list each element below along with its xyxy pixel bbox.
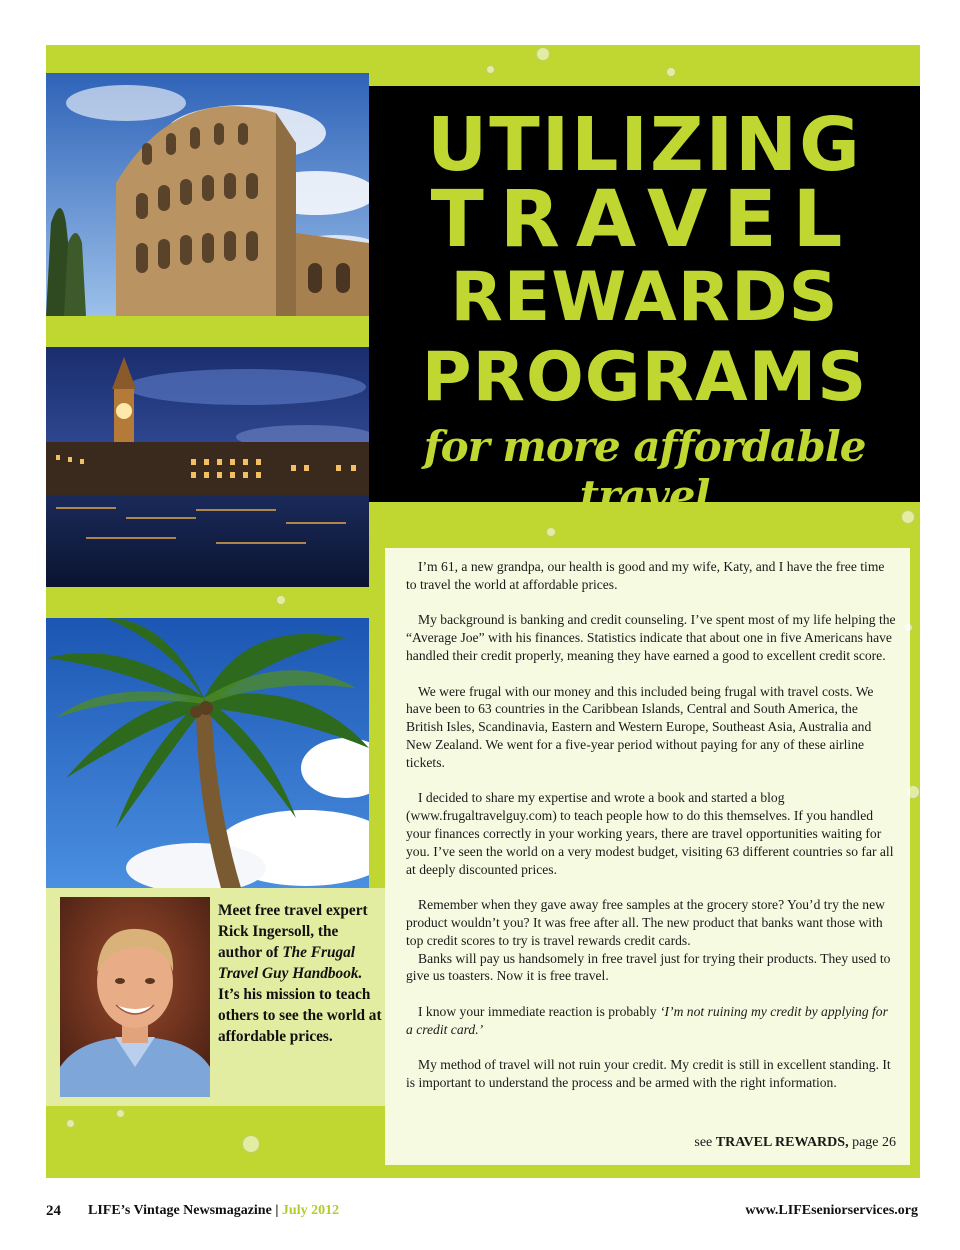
article-paragraph: My method of travel will not ruin your credit. My credit is still in excellent standing. It is important to understand the process and be armed with the right information. (406, 1057, 891, 1091)
bio-book-title: The Frugal Travel Guy Handbook. (218, 944, 363, 982)
article-paragraph: We were frugal with our money and this included being frugal with travel costs. We have been to 63 countries in the Caribbean Islands, Central and South America, the British Isles, Scandinavia, Eastern and Western Europe, Southeast Asia, Australia and New Zealand. We went for a five-year period without paying for any of these airline tickets. (406, 683, 874, 770)
decorative-dot (546, 527, 556, 537)
article-paragraph: Banks will pay us handsomely in free travel just for trying their products. They used to give us toasters. Now it is free travel. (406, 950, 891, 984)
article-body (406, 558, 896, 1110)
title-line-3: REWARDS (450, 258, 839, 337)
author-portrait-image (60, 897, 210, 1097)
decorative-dot (276, 595, 286, 605)
page-number: 24 (46, 1203, 61, 1219)
website-url: www.LIFEseniorservices.org (745, 1203, 918, 1218)
decorative-dot (666, 67, 676, 77)
palm-tree-image (46, 618, 369, 888)
title-subtitle: for more affordable travel (423, 422, 866, 520)
big-ben-photo (46, 347, 369, 587)
decorative-dot (486, 65, 495, 74)
author-bio-box (46, 888, 385, 1106)
decorative-dot (116, 1109, 125, 1118)
colosseum-image (46, 73, 369, 316)
article-quote: ‘I’m not ruining my credit by applying for a credit card.’ (406, 1003, 888, 1037)
title-box (369, 86, 920, 520)
continued-prefix: see (694, 1135, 716, 1150)
bio-mission: It’s his mission to teach others to see the world at affordable prices. (218, 986, 382, 1045)
article-paragraph: I decided to share my expertise and wrote a book and started a blog (www.frugaltravelguy.com) to teach people how to do this themselves. If you handled your finances correctly in your working years, there are travel opportunities waiting for you. I’ve seen the world on a very modest budget, visiting 63 different countries so far all at deeply discounted prices. (406, 790, 894, 877)
palm-tree-photo (46, 618, 369, 888)
big-ben-image (46, 347, 369, 587)
article-paragraph (406, 1003, 896, 1039)
decorative-dot (66, 1119, 75, 1128)
magazine-name (88, 1203, 339, 1219)
continued-reference (694, 1135, 896, 1151)
decorative-dot (242, 1135, 260, 1153)
footer-separator: | (275, 1203, 279, 1218)
article-text: I know your immediate reaction is probably (418, 1003, 660, 1019)
decorative-dot (536, 47, 550, 61)
title-line-4: PROGRAMS (421, 338, 868, 417)
article-paragraph: Remember when they gave away free samples at the grocery store? You’d try the new product wouldn’t you? It was free after all. The new product that banks want those with top credit scores to try is travel rewards credit cards. (406, 897, 885, 948)
title-line-1: UTILIZING (427, 102, 862, 188)
author-portrait (60, 897, 210, 1097)
continued-section: TRAVEL REWARDS, (715, 1135, 849, 1150)
article-paragraph: I’m 61, a new grandpa, our health is good and my wife, Katy, and I have the free time to travel the world at affordable prices. (406, 559, 885, 592)
continued-page: page 26 (848, 1135, 896, 1150)
title-line-2: TRAVEL (430, 175, 859, 265)
author-bio-text (218, 900, 383, 1047)
article-paragraph: My background is banking and credit counseling. I’ve spent most of my life helping the “Average Joe” with his finances. Statistics indicate that about one in five Americans have handled their credit properly, meaning they have earned a good to excellent credit score. (406, 612, 896, 663)
bio-intro: Meet free travel expert Rick Ingersoll, the author of (218, 902, 368, 961)
colosseum-photo (46, 73, 369, 316)
magazine-title: LIFE’s Vintage Newsmagazine (88, 1203, 272, 1218)
issue-date: July 2012 (281, 1203, 340, 1218)
article-column (385, 548, 910, 1165)
